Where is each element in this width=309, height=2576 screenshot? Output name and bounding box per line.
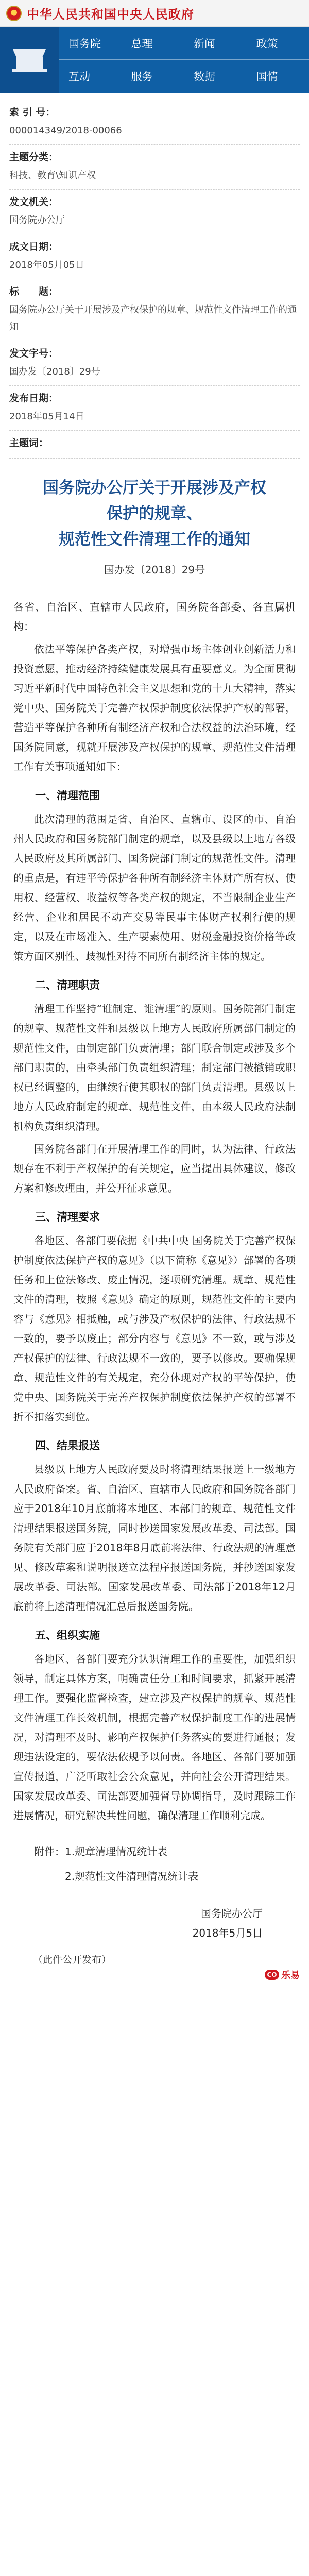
nav-item-interaction[interactable]: 互动 <box>59 60 122 93</box>
section-heading: 二、清理职责 <box>35 979 100 991</box>
article-title <box>13 475 296 552</box>
watermark-logo <box>265 1968 300 1981</box>
salutation: 各省、自治区、直辖市人民政府，国务院各部委、各直属机构： <box>13 601 296 633</box>
section-heading: 一、清理范围 <box>35 789 100 802</box>
watermark-text: 乐易 <box>281 1970 300 1981</box>
meta-row-keywords <box>9 431 300 459</box>
meta-value: 国务院办公厅关于开展涉及产权保护的规章、规范性文件清理工作的通知 <box>9 304 297 332</box>
attachment-link[interactable]: 1.规章清理情况统计表 <box>65 1845 168 1858</box>
nav-logo[interactable] <box>0 27 59 93</box>
section-paragraph: 各地区、各部门要充分认识清理工作的重要性，加强组织领导，制定具体方案，明确责任分工和时间要求，抓紧开展清理工作。要强化监督检查，建立涉及产权保护的规章、规范性文件清理工作长效机制，根据完善产权保护制度工作的进展情况，对清理不及时、影响产权保护任务落实的要进行通报；发现违法设定的，要依法依规予以问责。各地区、各部门要加强宣传报道，广泛听取社会公众意见，并向社会公开清理结果。国家发展改革委、司法部要加强督导协调指导，及时跟踪工作进展情况，研究解决共性问题，确保清理工作顺利完成。 <box>13 1653 296 1822</box>
site-banner <box>0 0 309 27</box>
meta-row-doc-number <box>9 341 300 386</box>
section-heading: 四、结果报送 <box>35 1439 100 1452</box>
nav-item-news[interactable]: 新闻 <box>184 27 247 60</box>
great-hall-icon <box>11 45 48 74</box>
meta-label: 成文日期： <box>9 241 59 252</box>
nav-item-premier[interactable]: 总理 <box>122 27 184 60</box>
meta-row-title <box>9 279 300 341</box>
watermark-badge: CO <box>265 1970 279 1980</box>
title-line: 规范性文件清理工作的通知 <box>59 530 250 549</box>
document-number: 国办发〔2018〕29号 <box>104 564 205 576</box>
section-paragraph: 各地区、各部门要依据《中共中央 国务院关于完善产权保护制度依法保护产权的意见》（以下简称《意见》）部署的各项任务和上位法修改、废止情况，逐项研究清理。规章、规范性文件的清理，按照《意见》确定的原则，规范性文件的主要内容与《意见》相抵触，或与涉及产权保护的法律、行政法规不一致的，要予以废止；部分内容与《意见》不一致，或与涉及产权保护的法律、行政法规不一致的，要予以修改。要确保规章、规范性文件的有关规定，充分体现对产权的平等保护，使党中央、国务院关于完善产权保护制度依法保护产权的部署不折不扣落实到位。 <box>13 1234 296 1423</box>
meta-value: 2018年05月05日 <box>9 260 84 270</box>
meta-label: 索 引 号： <box>9 107 56 118</box>
meta-value: 000014349/2018-00066 <box>9 125 122 136</box>
meta-row-publish-date <box>9 386 300 431</box>
meta-value: 2018年05月14日 <box>9 411 84 422</box>
meta-row-category <box>9 145 300 190</box>
meta-label: 发文机关： <box>9 196 59 208</box>
meta-value: 科技、教育\知识产权 <box>9 170 96 181</box>
meta-row-issuer <box>9 190 300 234</box>
section-paragraph: 清理工作坚持“谁制定、谁清理”的原则。国务院部门制定的规章、规范性文件和县级以上地方人民政府所属部门制定的规范性文件，由制定部门负责清理；部门联合制定或涉及多个部门职责的，由牵头部门负责组织清理；制定部门被撤销或职权已经调整的，由继续行使其职权的部门负责清理。县级以上地方人民政府制定的规章、规范性文件，由本级人民政府法制机构负责组织清理。 <box>13 1003 296 1132</box>
sign-date: 2018年5月5日 <box>192 1927 263 1939</box>
section-heading: 三、清理要求 <box>35 1211 100 1223</box>
meta-value: 国务院办公厅 <box>9 215 65 226</box>
meta-value: 国办发〔2018〕29号 <box>9 366 100 377</box>
nav-item-national-info[interactable]: 国情 <box>247 60 309 93</box>
section-paragraph: 县级以上地方人民政府要及时将清理结果报送上一级地方人民政府备案。省、自治区、直辖市人民政府和国务院各部门应于2018年10月底前将本地区、本部门的规章、规范性文件清理结果报送国务院，同时抄送国家发展改革委、司法部。国务院有关部门应于2018年8月底前将法律、行政法规的清理意见、修改草案和说明报送立法程序报送国务院，并抄送国家发展改革委、司法部。国家发展改革委、司法部于2018年12月底前将上述清理情况汇总后报送国务院。 <box>13 1463 296 1613</box>
nav-item-policy[interactable]: 政策 <box>247 27 309 60</box>
meta-label: 发文字号： <box>9 348 59 359</box>
main-nav <box>0 27 309 93</box>
attachments <box>13 1842 296 1886</box>
attachment-label: 附件： <box>34 1845 65 1858</box>
meta-row-written-date <box>9 234 300 279</box>
article-body <box>0 462 309 1987</box>
section-paragraph: 此次清理的范围是省、自治区、直辖市、设区的市、自治州人民政府和国务院部门制定的规章，以及县级以上地方各级人民政府及其所属部门、国务院部门制定的规范性文件。清理的重点是，有违平等保护各种所有制经济主体财产所有权、使用权、经营权、收益权等各类产权的规定，不当限制企业生产经营、企业和居民不动产交易等民事主体财产权利行使的规定，以及在市场准入、生产要素使用、财税金融投资价格等政策方面区别性、歧视性对待不同所有制经济主体的规定。 <box>13 813 296 962</box>
site-name[interactable]: 中华人民共和国中央人民政府 <box>27 7 194 22</box>
intro-paragraph: 依法平等保护各类产权，对增强市场主体创业创新活力和投资意愿，推动经济持续健康发展具有重要意义。为全面贯彻习近平新时代中国特色社会主义思想和党的十九大精神，落实党中央、国务院关于完善产权保护制度依法保护产权的部署，营造平等保护各种所有制经济产权和合法权益的法治环境，经国务院同意，现就开展涉及产权保护的规章、规范性文件清理工作有关事项通知如下： <box>13 643 296 773</box>
meta-label: 标 题： <box>9 286 59 297</box>
publish-note: （此件公开发布） <box>33 1954 112 1965</box>
meta-label: 发布日期： <box>9 393 59 404</box>
meta-label: 主题分类： <box>9 151 59 163</box>
nav-grid <box>59 27 309 93</box>
signature-block <box>13 1904 296 1943</box>
meta-label: 主题词： <box>9 437 49 449</box>
nav-item-state-council[interactable]: 国务院 <box>59 27 122 60</box>
nav-item-services[interactable]: 服务 <box>122 60 184 93</box>
attachment-link[interactable]: 2.规范性文件清理情况统计表 <box>65 1870 199 1883</box>
section-heading: 五、组织实施 <box>35 1629 100 1641</box>
title-line: 国务院办公厅关于开展涉及产权 <box>43 479 266 497</box>
signer: 国务院办公厅 <box>201 1907 263 1920</box>
title-line: 保护的规章、 <box>107 504 202 523</box>
document-metadata <box>0 93 309 462</box>
national-emblem-icon <box>6 6 22 21</box>
section-paragraph: 国务院各部门在开展清理工作的同时，认为法律、行政法规存在不利于产权保护的有关规定，应当提出具体建议，修改方案和修改理由，并公开征求意见。 <box>13 1143 296 1194</box>
nav-item-data[interactable]: 数据 <box>184 60 247 93</box>
meta-row-index <box>9 100 300 145</box>
